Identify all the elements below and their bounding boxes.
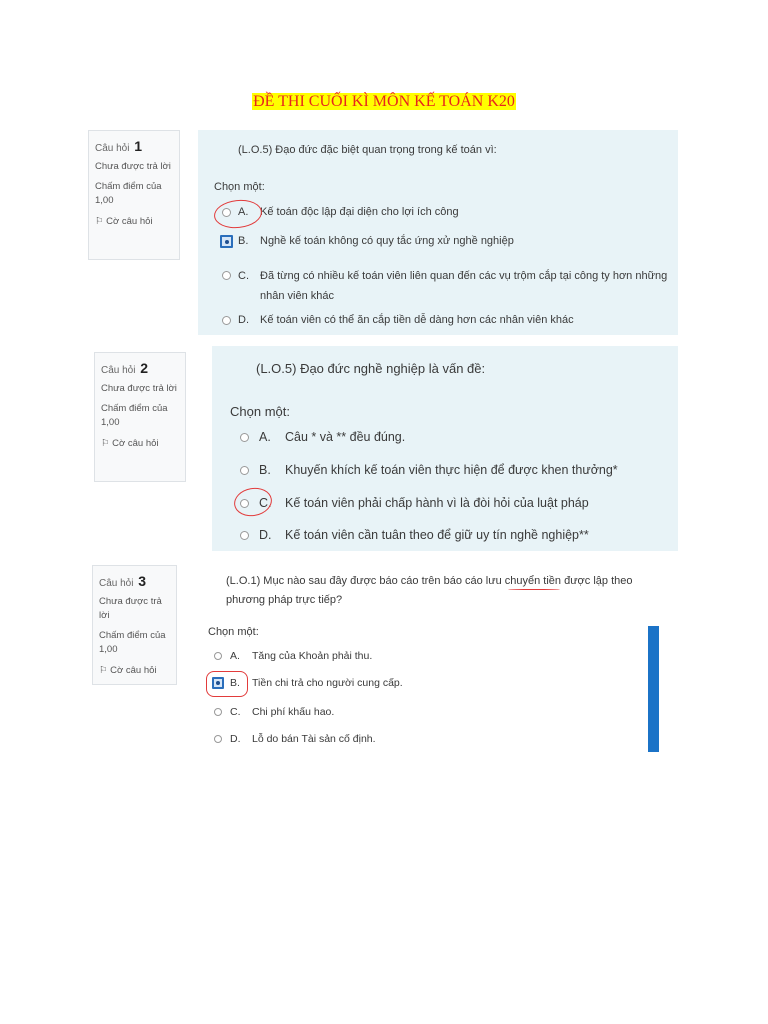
radio-button[interactable] (240, 433, 249, 442)
radio-button[interactable] (240, 531, 249, 540)
flag-question-link[interactable]: ⚐ Cờ câu hỏi (99, 665, 157, 676)
choose-one-label: Chọn một: (208, 626, 259, 638)
question-number: Câu hỏi 3 (99, 573, 147, 589)
flag-icon: ⚐ (99, 665, 108, 676)
question-score: Chấm điểm của 1,00 (101, 403, 168, 428)
question-panel-3 (192, 560, 678, 752)
question-info-1 (88, 130, 180, 260)
question-score: Chấm điểm của 1,00 (95, 181, 162, 206)
question-score: Chấm điểm của 1,00 (99, 630, 166, 655)
radio-button[interactable] (222, 316, 231, 325)
question-status: Chưa được trả lời (95, 161, 171, 172)
question-status: Chưa được trả lời (99, 596, 162, 621)
radio-button[interactable] (222, 208, 231, 217)
question-text: (L.O.5) Đạo đức đặc biệt quan trọng trong kế toán vì: (238, 144, 497, 156)
option-b[interactable]: B. Tiền chi trả cho người cung cấp. (212, 677, 642, 689)
radio-button[interactable] (222, 271, 231, 280)
question-info-3 (92, 565, 177, 685)
question-text: (L.O.1) Mục nào sau đây được báo cáo trên báo cáo lưu chuyển tiền được lập theo phương pháp trực tiếp? (226, 575, 633, 606)
radio-button[interactable] (214, 708, 222, 716)
handwritten-underline-mark (508, 589, 560, 590)
question-panel-2 (212, 346, 678, 551)
option-c[interactable]: C. Kế toán viên phải chấp hành vì là đòi hỏi của luật pháp (240, 496, 670, 510)
option-c[interactable]: C. Chi phí khấu hao. (214, 706, 644, 718)
flag-icon: ⚐ (95, 216, 104, 227)
radio-button[interactable] (240, 466, 249, 475)
question-info-2 (94, 352, 186, 482)
option-a[interactable]: A. Câu * và ** đều đúng. (240, 430, 670, 444)
flag-icon: ⚐ (101, 438, 110, 449)
scrollbar[interactable] (648, 626, 659, 752)
option-b[interactable]: B. Nghề kế toán không có quy tắc ứng xử nghề nghiệp (220, 235, 660, 248)
radio-button[interactable] (240, 499, 249, 508)
question-panel-1 (198, 130, 678, 335)
option-a[interactable]: A. Tăng của Khoản phải thu. (214, 650, 644, 662)
radio-button[interactable] (214, 652, 222, 660)
option-d[interactable]: D. Lỗ do bán Tài sản cố định. (214, 733, 644, 745)
choose-one-label: Chọn một: (230, 404, 290, 419)
option-c[interactable]: C. Đã từng có nhiều kế toán viên liên quan đến các vụ trộm cắp tại công ty hơn những nhân viên khác (222, 266, 672, 306)
question-number: Câu hỏi 1 (95, 138, 143, 154)
flag-question-link[interactable]: ⚐ Cờ câu hỏi (101, 438, 159, 449)
question-status: Chưa được trả lời (101, 383, 177, 394)
option-b[interactable]: B. Khuyến khích kế toán viên thực hiện để được khen thưởng* (240, 463, 670, 477)
radio-button[interactable] (214, 735, 222, 743)
document-title: ĐỀ THI CUỐI KÌ MÔN KẾ TOÁN K20 (253, 93, 515, 110)
flag-question-link[interactable]: ⚐ Cờ câu hỏi (95, 216, 153, 227)
radio-button-checked[interactable] (220, 235, 233, 248)
question-number: Câu hỏi 2 (101, 360, 149, 376)
option-a[interactable]: A. Kế toán độc lập đại diện cho lợi ích công (222, 206, 662, 218)
question-text: (L.O.5) Đạo đức nghề nghiệp là vấn đề: (256, 361, 486, 376)
choose-one-label: Chọn một: (214, 181, 265, 193)
radio-button-checked[interactable] (212, 677, 224, 689)
option-d[interactable]: D. Kế toán viên có thể ăn cắp tiền dễ dàng hơn các nhân viên khác (222, 314, 672, 326)
option-d[interactable]: D. Kế toán viên cần tuân theo để giữ uy tín nghề nghiệp** (240, 528, 670, 542)
